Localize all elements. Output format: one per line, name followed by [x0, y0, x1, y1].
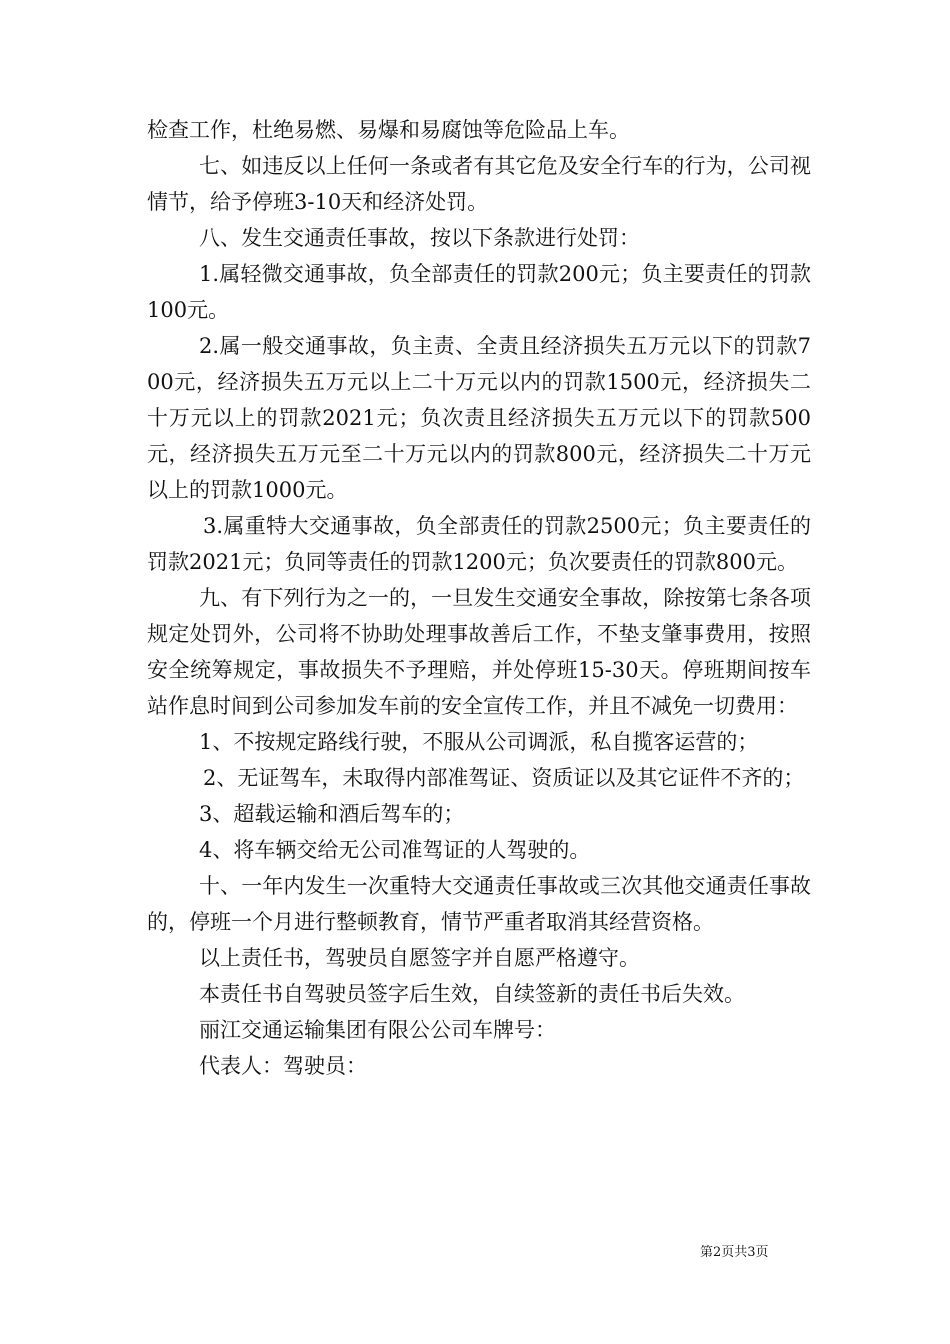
paragraph-inspection: 检查工作，杜绝易燃、易爆和易腐蚀等危险品上车。 — [147, 118, 630, 142]
paragraph-signatures: 代表人：驾驶员： — [199, 1054, 367, 1078]
paragraph-clause-10: 十、一年内发生一次重特大交通责任事故或三次其他交通责任事故的，停班一个月进行整顿教育，情节严重者取消其经营资格。 — [147, 874, 811, 934]
page-number-footer: 第2页共3页 — [700, 1245, 769, 1260]
paragraph-clause-8-item-1: 1.属轻微交通事故，负全部责任的罚款200元；负主要责任的罚款100元。 — [147, 262, 811, 322]
paragraph-clause-9-item-4: 4、将车辆交给无公司准驾证的人驾驶的。 — [199, 838, 591, 862]
paragraph-validity: 本责任书自驾驶员签字后生效，自续签新的责任书后失效。 — [199, 982, 745, 1006]
paragraph-clause-8: 八、发生交通责任事故，按以下条款进行处罚： — [199, 226, 640, 250]
paragraph-clause-9: 九、有下列行为之一的，一旦发生交通安全事故，除按第七条各项规定处罚外，公司将不协助处理事故善后工作，不垫支肇事费用，按照安全统筹规定，事故损失不予理赔，并处停班15-30天。停班期间按车站作息时间到公司参加发车前的安全宣传工作，并且不减免一切费用： — [147, 586, 811, 718]
paragraph-clause-9-item-1: 1、不按规定路线行驶，不服从公司调派，私自揽客运营的； — [199, 730, 759, 754]
document-body — [147, 112, 811, 1084]
paragraph-clause-8-item-2: 2.属一般交通事故，负主责、全责且经济损失五万元以下的罚款700元，经济损失五万元以上二十万元以内的罚款1500元，经济损失二十万元以上的罚款2021元；负次责且经济损失五万元以下的罚款500元，经济损失五万元至二十万元以内的罚款800元，经济损失二十万元以上的罚款1000元。 — [147, 334, 811, 502]
paragraph-clause-9-item-2: 2、无证驾车，未取得内部准驾证、资质证以及其它证件不齐的； — [203, 766, 805, 790]
paragraph-clause-8-item-3: 3.属重特大交通事故，负全部责任的罚款2500元；负主要责任的罚款2021元；负同等责任的罚款1200元；负次要责任的罚款800元。 — [147, 514, 811, 574]
paragraph-agreement: 以上责任书，驾驶员自愿签字并自愿严格遵守。 — [199, 946, 640, 970]
paragraph-company-plate: 丽江交通运输集团有限公公司车牌号： — [199, 1018, 556, 1042]
paragraph-clause-7: 七、如违反以上任何一条或者有其它危及安全行车的行为，公司视情节，给予停班3-10天和经济处罚。 — [147, 154, 811, 214]
paragraph-clause-9-item-3: 3、超载运输和酒后驾车的； — [199, 802, 465, 826]
